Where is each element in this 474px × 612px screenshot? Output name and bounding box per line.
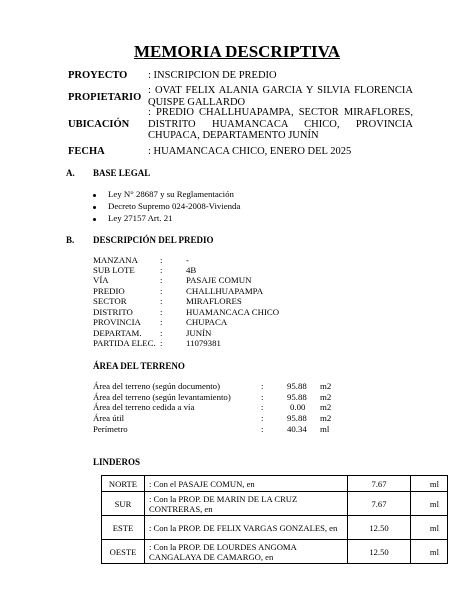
- field-label: DEPARTAM.: [93, 328, 142, 338]
- area-unit: m2: [320, 381, 332, 391]
- lindero-value: 12.50: [348, 540, 411, 564]
- field-value: CHALLHUAPAMPA: [186, 286, 264, 296]
- lindero-direction: NORTE: [102, 476, 145, 492]
- field-label: PREDIO: [93, 286, 125, 296]
- field-value: CHUPACA: [186, 317, 228, 327]
- lindero-direction: SUR: [102, 492, 145, 516]
- area-value: 95.88: [287, 381, 307, 391]
- area-label: Perímetro: [93, 424, 128, 434]
- area-label: Área del terreno (según documento): [93, 381, 221, 391]
- area-label: Área útil: [93, 413, 125, 423]
- area-sep: :: [261, 402, 264, 412]
- section-b-letter: B.: [66, 235, 75, 245]
- linderos-title: LINDEROS: [93, 457, 141, 467]
- lindero-description: : Con la PROP. DE MARIN DE LA CRUZ CONTRERAS, en: [145, 492, 348, 516]
- area-sep: :: [261, 381, 264, 391]
- lindero-direction: ESTE: [102, 516, 145, 540]
- area-value: 95.88: [287, 392, 307, 402]
- ubicacion-value: : PREDIO CHALLHUAPAMPA, SECTOR MIRAFLORES, DISTRITO HUAMANCACA CHICO, PROVINCIA CHUPACA, DEPARTAMENTO JUNÍN: [148, 107, 413, 141]
- field-sep: :: [160, 296, 163, 306]
- lindero-description: : Con el PASAJE COMUN, en: [145, 476, 348, 492]
- lindero-unit: ml: [411, 516, 448, 540]
- field-sep: :: [160, 286, 163, 296]
- table-row: [102, 492, 448, 516]
- fecha-label: FECHA: [68, 146, 105, 157]
- linderos-table: [101, 475, 448, 564]
- propietario-value: : OVAT FELIX ALANIA GARCIA Y SILVIA FLORENCIA QUISPE GALLARDO: [148, 85, 413, 108]
- area-label: Área del terreno (según levantamiento): [93, 392, 231, 402]
- legal-item: Decreto Supremo 024-2008-Vivienda: [108, 201, 241, 211]
- field-value: 11079381: [186, 338, 221, 348]
- proyecto-value: : INSCRIPCION DE PREDIO: [148, 70, 277, 81]
- area-value: 0.00: [290, 402, 306, 412]
- field-sep: :: [160, 255, 163, 265]
- area-unit: m2: [320, 392, 332, 402]
- field-value: 4B: [186, 265, 197, 275]
- table-row: [102, 540, 448, 564]
- field-value: JUNÍN: [186, 328, 212, 338]
- field-label: DISTRITO: [93, 307, 133, 317]
- ubicacion-label: UBICACIÓN: [68, 119, 130, 130]
- lindero-value: 7.67: [348, 492, 411, 516]
- field-value: -: [186, 255, 189, 265]
- proyecto-label: PROYECTO: [68, 70, 128, 81]
- area-sep: :: [261, 392, 264, 402]
- area-unit: ml: [320, 424, 330, 434]
- field-sep: :: [160, 338, 163, 348]
- fecha-value: : HUAMANCACA CHICO, ENERO DEL 2025: [148, 146, 352, 157]
- propietario-label: PROPIETARIO: [68, 92, 142, 103]
- document-title: MEMORIA DESCRIPTIVA: [133, 42, 341, 61]
- field-value: PASAJE COMUN: [186, 275, 252, 285]
- table-row: [102, 476, 448, 492]
- lindero-value: 12.50: [348, 516, 411, 540]
- area-unit: m2: [320, 402, 332, 412]
- field-label: SUB LOTE: [93, 265, 135, 275]
- section-a-letter: A.: [66, 168, 75, 178]
- lindero-description: : Con la PROP. DE FELIX VARGAS GONZALES, en: [145, 516, 348, 540]
- field-label: PROVINCIA: [93, 317, 141, 327]
- field-label: VÍA: [93, 275, 109, 285]
- section-a-title: BASE LEGAL: [93, 168, 151, 178]
- table-row: [102, 516, 448, 540]
- bullet-icon: [93, 194, 96, 197]
- lindero-unit: ml: [411, 476, 448, 492]
- field-value: HUAMANCACA CHICO: [186, 307, 280, 317]
- bullet-icon: [93, 218, 96, 221]
- lindero-unit: ml: [411, 540, 448, 564]
- area-unit: m2: [320, 413, 332, 423]
- area-sep: :: [261, 424, 264, 434]
- field-sep: :: [160, 275, 163, 285]
- area-sep: :: [261, 413, 264, 423]
- field-label: MANZANA: [93, 255, 138, 265]
- field-sep: :: [160, 307, 163, 317]
- area-value: 95.88: [287, 413, 307, 423]
- field-label: PARTIDA ELEC.: [93, 338, 156, 348]
- field-value: MIRAFLORES: [186, 296, 242, 306]
- field-sep: :: [160, 265, 163, 275]
- field-label: SECTOR: [93, 296, 127, 306]
- lindero-unit: ml: [411, 492, 448, 516]
- section-b-title: DESCRIPCIÓN DEL PREDIO: [93, 235, 214, 245]
- field-sep: :: [160, 317, 163, 327]
- lindero-description: : Con la PROP. DE LOURDES ANGOMA CANGALAYA DE CAMARGO, en: [145, 540, 348, 564]
- area-title: ÁREA DEL TERRENO: [93, 361, 185, 371]
- area-value: 40.34: [287, 424, 307, 434]
- lindero-direction: OESTE: [102, 540, 145, 564]
- area-label: Área del terreno cedida a vía: [93, 402, 195, 412]
- lindero-value: 7.67: [348, 476, 411, 492]
- field-sep: :: [160, 328, 163, 338]
- bullet-icon: [93, 206, 96, 209]
- legal-item: Ley 27157 Art. 21: [108, 213, 173, 223]
- legal-item: Ley N° 28687 y su Reglamentación: [108, 189, 234, 199]
